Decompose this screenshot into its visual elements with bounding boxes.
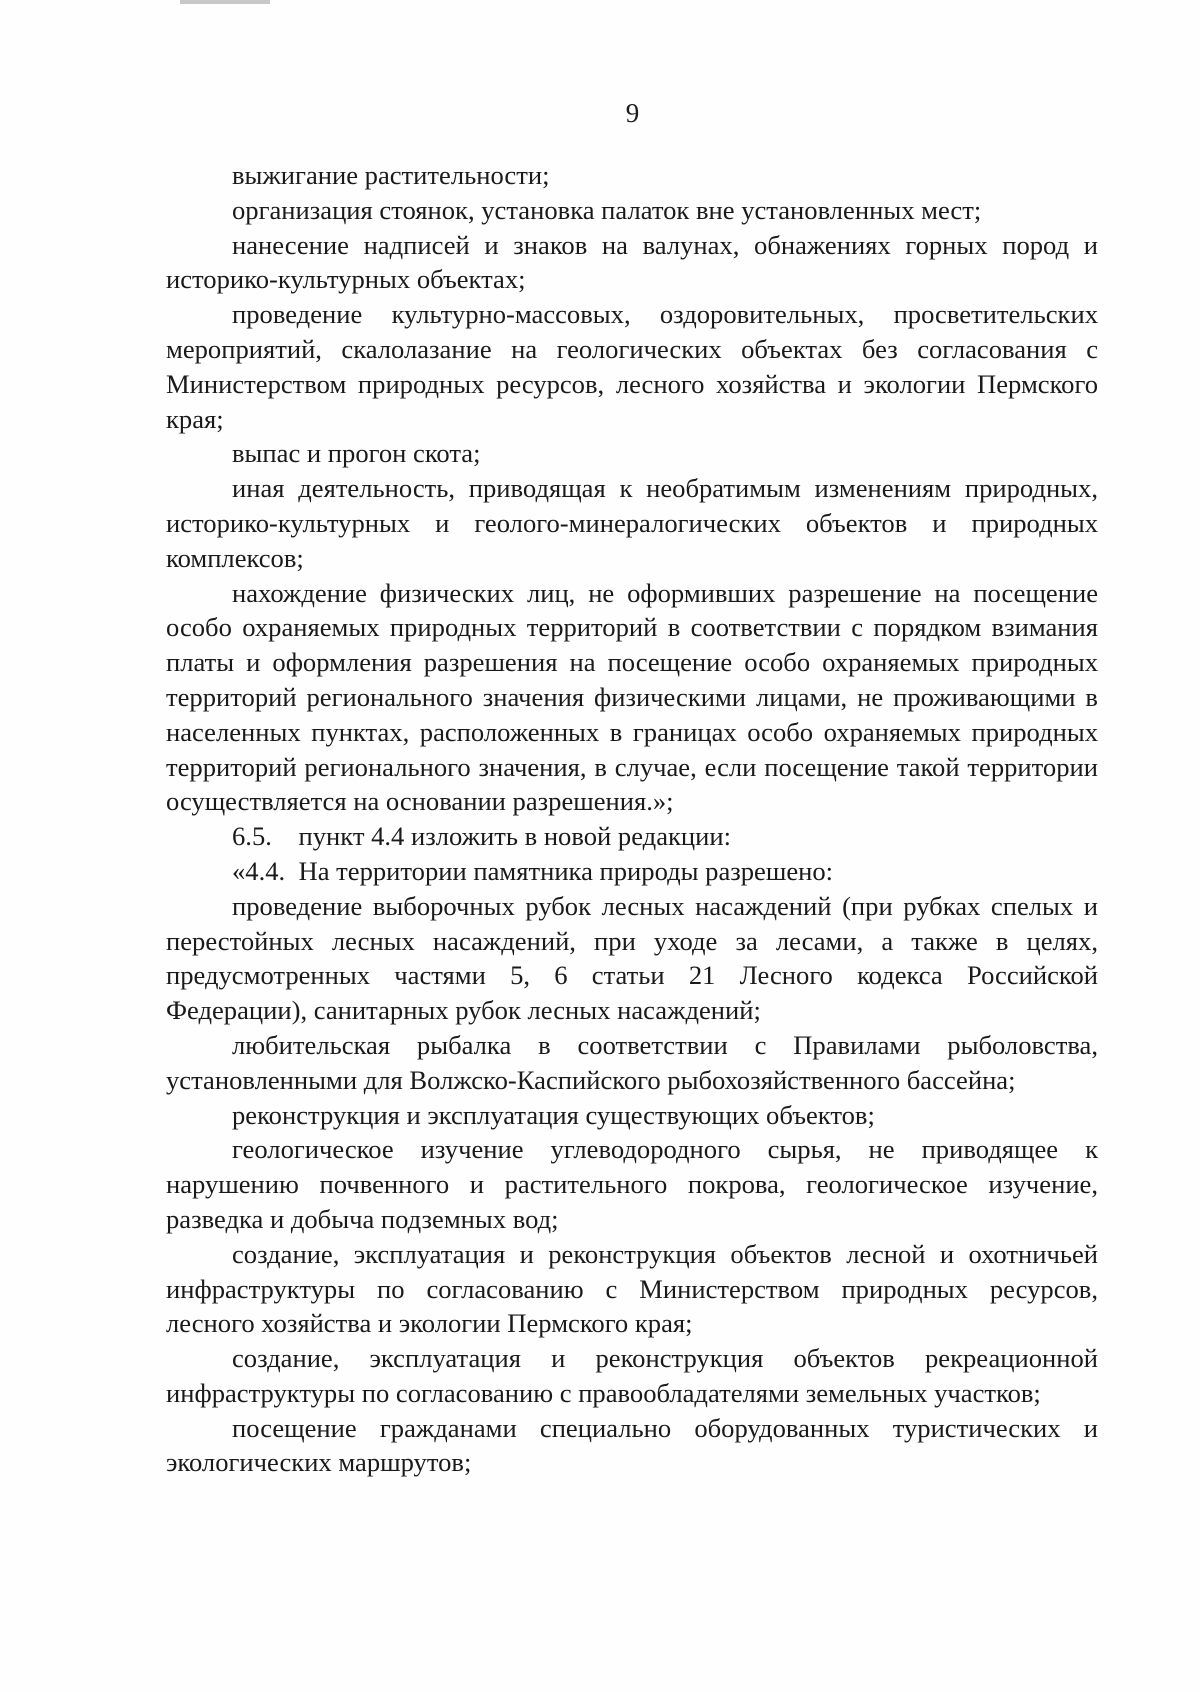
paragraph: выпас и прогон скота; [232,438,481,469]
paragraph: любительская рыбалка в соответствии с Правилами рыболовства, установленными для Волжско-Каспийского рыбохозяйственного бассейна; [166,1029,1098,1095]
paragraph: реконструкция и эксплуатация существующих объектов; [232,1099,875,1130]
paragraph: «4.4. На территории памятника природы разрешено: [232,855,834,886]
paragraph: нахождение физических лиц, не оформивших разрешение на посещение особо охраняемых природных территорий в соответствии с порядком взимания платы и оформления разрешения на посещение особо охраняемых природных территорий регионального значения физическими лицами, не проживающими в населенных пунктах, расположенных в границах особо охраняемых природных территорий регионального значения, в случае, если посещение такой территории осуществляется на основании разрешения.»; [166,577,1098,817]
paragraph: создание, эксплуатация и реконструкция объектов рекреационной инфраструктуры по согласованию с правообладателями земельных участков; [166,1343,1098,1408]
paragraph: геологическое изучение углеводородного сырья, не приводящее к нарушению почвенного и растительного покрова, геологическое изучение, разведка и добыча подземных вод; [166,1134,1098,1234]
paragraph: проведение культурно-массовых, оздоровительных, просветительских мероприятий, скалолазание на геологических объектах без согласования с Министерством природных ресурсов, лесного хозяйства и экологии Пермского края; [166,299,1098,434]
paragraph: создание, эксплуатация и реконструкция объектов лесной и охотничьей инфраструктуры по согласованию с Министерством природных ресурсов, лесного хозяйства и экологии Пермского края; [166,1238,1098,1339]
paragraph: нанесение надписей и знаков на валунах, обнажениях горных пород и историко-культурных объектах; [166,229,1098,295]
paragraph: организация стоянок, установка палаток вне установленных мест; [232,194,982,225]
document-body [166,158,1098,1480]
paragraph: посещение гражданами специально оборудованных туристических и экологических маршрутов; [166,1412,1098,1478]
scan-edge-mark [180,0,270,4]
paragraph: иная деятельность, приводящая к необратимым изменениям природных, историко-культурных и геолого-минералогических объектов и природных комплексов; [166,473,1098,573]
paragraph: 6.5. пункт 4.4 изложить в новой редакции: [232,821,731,852]
page-number: 9 [625,98,640,128]
paragraph: проведение выборочных рубок лесных насаждений (при рубках спелых и перестойных лесных насаждений, при уходе за лесами, а также в целях, предусмотренных частями 5, 6 статьи 21 Лесного кодекса Российской Федерации), санитарных рубок лесных насаждений; [166,890,1098,1026]
paragraph: выжигание растительности; [232,160,550,190]
